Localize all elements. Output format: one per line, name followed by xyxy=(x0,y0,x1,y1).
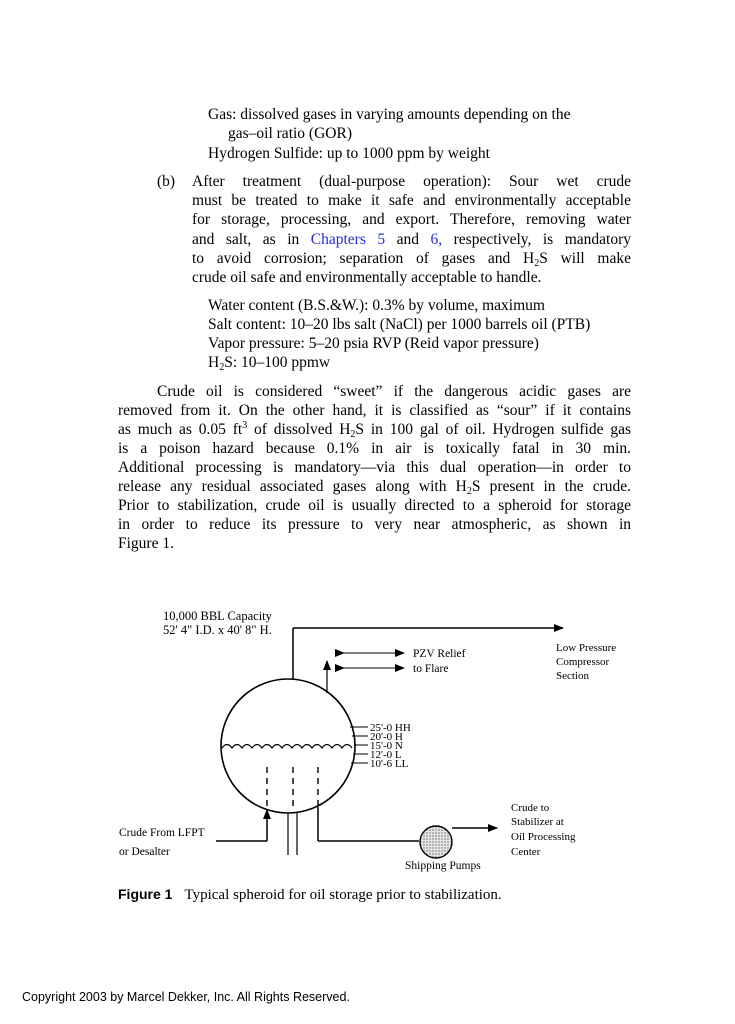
spec-vapor: Vapor pressure: 5–20 psia RVP (Reid vapor pressure) xyxy=(208,335,539,352)
stabilizer-label-4: Center xyxy=(511,846,541,858)
para-line-1: Crude oil is considered “sweet” if the dangerous acidic gases are xyxy=(157,383,631,400)
para-line-9: Figure 1. xyxy=(118,535,174,552)
pzv-label-1: PZV Relief xyxy=(413,648,466,660)
stabilizer-label-1: Crude to xyxy=(511,802,550,814)
level-ll: 10'-6 LL xyxy=(370,758,409,770)
pumps-label: Shipping Pumps xyxy=(405,860,481,872)
para-line-8: in order to reduce its pressure to very near atmospheric, as shown in xyxy=(118,516,631,533)
item-b-line-3: for storage, processing, and export. Therefore, removing water xyxy=(192,211,631,228)
item-b-line-1: After treatment (dual-purpose operation): Sour wet crude xyxy=(192,173,631,190)
h2s-before-line: Hydrogen Sulfide: up to 1000 ppm by weight xyxy=(208,145,490,162)
chapter-5-link[interactable]: Chapters 5 xyxy=(310,231,386,248)
level-hh: 25'-0 HH xyxy=(370,722,411,734)
lp-label-2: Compressor xyxy=(556,656,610,668)
dimensions-label: 52' 4" I.D. x 40' 8" H. xyxy=(163,623,272,637)
item-b-line-5: to avoid corrosion; separation of gases and $H_2S$ will make xyxy=(192,250,631,269)
chapter-6-link[interactable]: 6, xyxy=(430,231,443,248)
item-b-line-6: crude oil safe and environmentally acceptable to handle. xyxy=(192,269,542,286)
crude-from-label: Crude From LFPT xyxy=(119,827,205,839)
gas-line-continued: gas–oil ratio (GOR) xyxy=(228,125,352,142)
stabilizer-label-3: Oil Processing xyxy=(511,831,576,843)
item-b-line-2: must be treated to make it safe and environmentally acceptable xyxy=(192,192,631,209)
lp-label-1: Low Pressure xyxy=(556,642,617,654)
desalter-label: or Desalter xyxy=(119,846,170,858)
caption-text: Typical spheroid for oil storage prior to stabilization. xyxy=(184,887,502,903)
level-lines xyxy=(350,727,368,763)
pzv-label-2: to Flare xyxy=(413,663,449,675)
stabilizer-label-2: Stabilizer at xyxy=(511,816,564,828)
lp-label-3: Section xyxy=(556,670,589,682)
spec-salt: Salt content: 10–20 lbs salt (NaCl) per 1000 barrels oil (PTB) xyxy=(208,316,591,333)
level-h: 20'-0 H xyxy=(370,731,403,743)
internal-pipes xyxy=(267,767,318,808)
spec-h2s: $H_2S$: 10–100 ppmw xyxy=(208,354,331,373)
spec-water: Water content (B.S.&W.): 0.3% by volume, maximum xyxy=(208,297,545,314)
para-line-7: Prior to stabilization, crude oil is usually directed to a spheroid for storage xyxy=(118,497,631,514)
figure-caption xyxy=(118,885,502,905)
para-line-5: Additional processing is mandatory—via this dual operation—in order to xyxy=(118,459,631,476)
level-n: 15'-0 N xyxy=(370,740,403,752)
spheroid-figure xyxy=(0,595,735,885)
gas-line: Gas: dissolved gases in varying amounts depending on the xyxy=(208,106,571,123)
para-line-2: removed from it. On the other hand, it is classified as “sour” if it contains xyxy=(118,402,631,419)
para-line-3: as much as 0.05 $ft^3$ of dissolved $H_2S$ in 100 gal of oil. Hydrogen sulfide gas xyxy=(118,420,631,440)
para-line-4: is a poison hazard because 0.1% in air is toxically fatal in 30 min. xyxy=(118,440,631,457)
capacity-label: 10,000 BBL Capacity xyxy=(163,609,272,623)
para-line-6: release any residual associated gases along with $H_2S$ present in the crude. xyxy=(118,478,632,497)
caption-label: Figure 1 xyxy=(118,886,173,902)
shipping-pump xyxy=(420,826,452,858)
item-b-label: (b) xyxy=(157,173,176,190)
liquid-level-wave xyxy=(222,745,352,749)
level-l: 12'-0 L xyxy=(370,749,402,761)
copyright-notice: Copyright 2003 by Marcel Dekker, Inc. All Rights Reserved. xyxy=(22,990,350,1004)
item-b-line-4: and salt, as in Chapters 5 and 6, respectively, is mandatory xyxy=(192,231,631,248)
